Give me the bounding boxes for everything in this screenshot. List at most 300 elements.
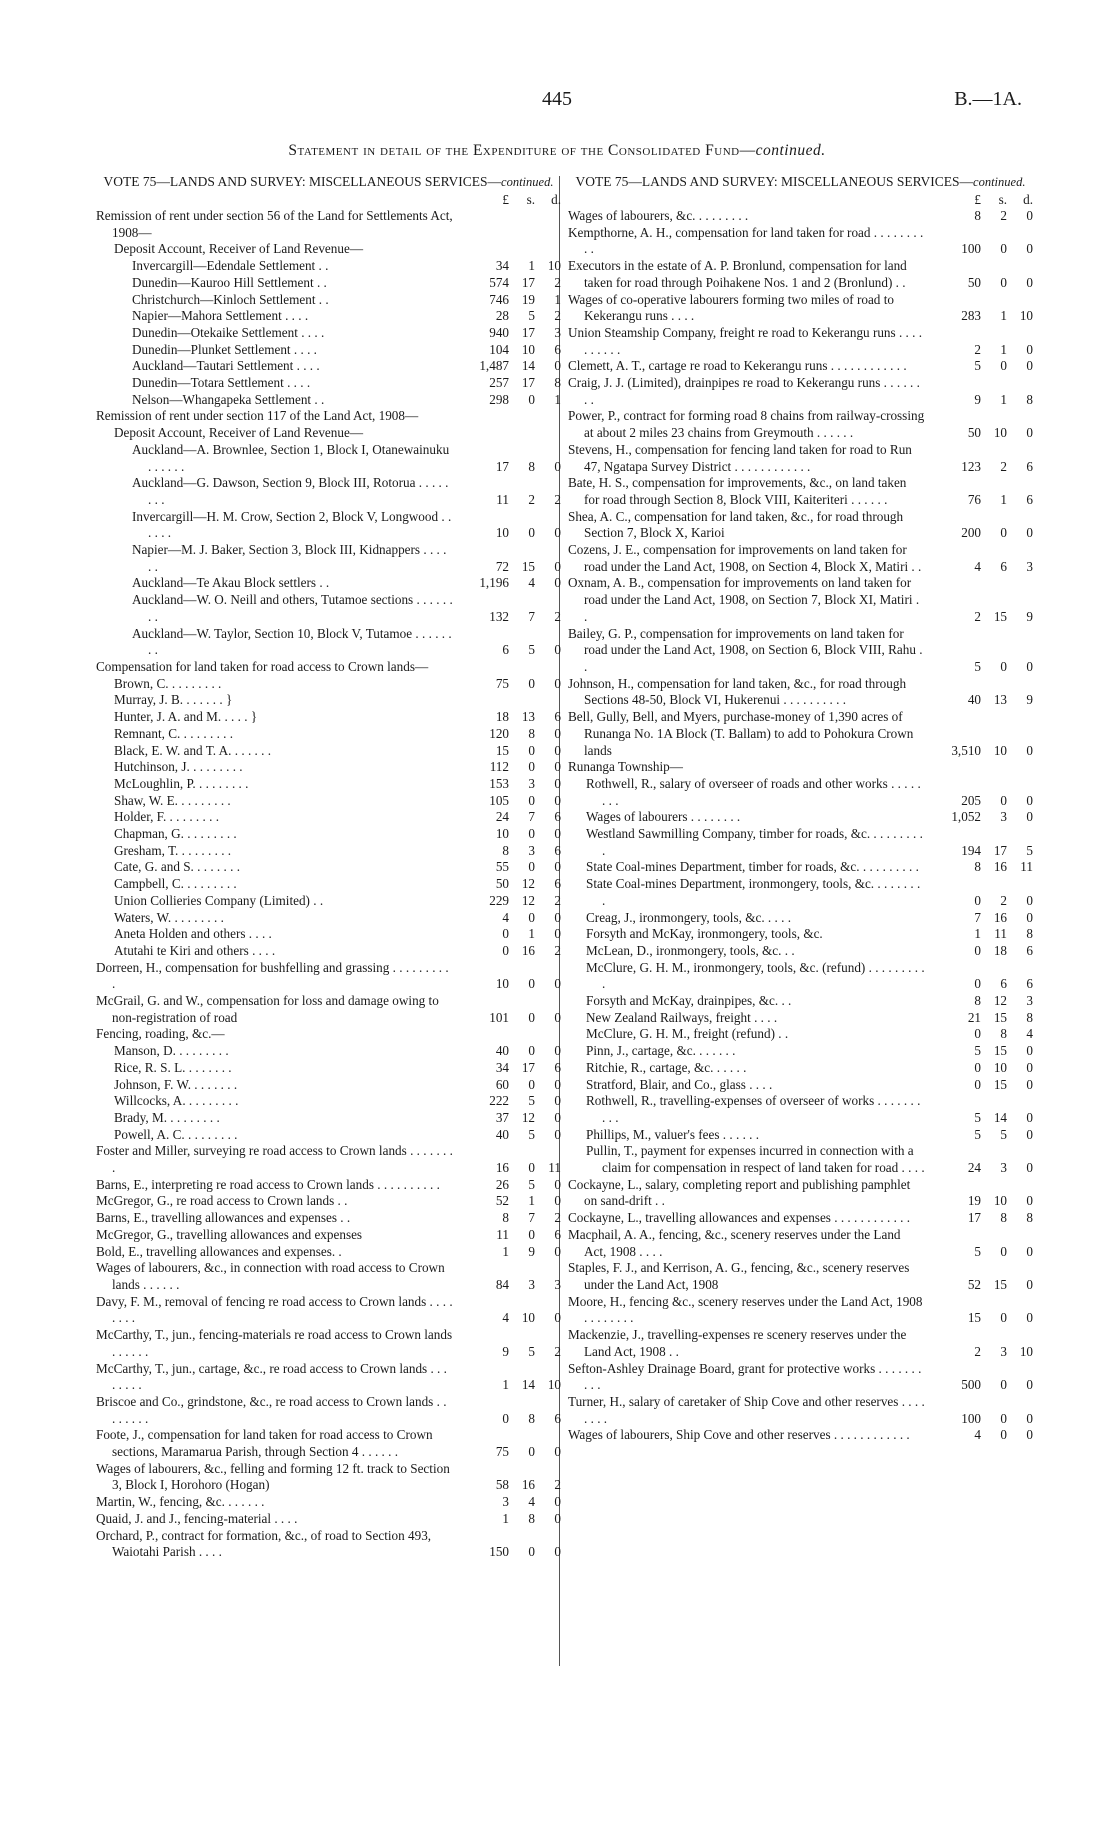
entry-description: Rothwell, R., travelling-expenses of overseer of works . . . . . . . . . .: [586, 1093, 921, 1125]
entry-description: Johnson, F. W. . . . . . . .: [114, 1076, 238, 1092]
amount-pounds: 5: [974, 658, 981, 674]
entry-description: Staples, F. J., and Kerrison, A. G., fencing, &c., scenery reserves under the Land Act, 1908: [568, 1260, 910, 1292]
entry-amount: [459, 726, 561, 743]
amount-shillings: 3: [1000, 809, 1007, 825]
entry-amount: [931, 208, 1033, 225]
amount-shillings: 0: [528, 391, 535, 407]
expenditure-row: [568, 542, 1033, 575]
entry-amount: [459, 1377, 561, 1394]
amount-pence: 0: [554, 926, 561, 942]
amount-pence: 0: [1026, 525, 1033, 541]
entry-amount: [459, 342, 561, 359]
amount-shillings: 0: [1000, 1427, 1007, 1443]
entry-amount: [931, 793, 1033, 810]
entry-description: Quaid, J. and J., fencing-material . . . .: [96, 1510, 298, 1526]
amount-shillings: 0: [1000, 658, 1007, 674]
entry-description: Auckland—A. Brownlee, Section 1, Block I, Otanewainuku . . . . . .: [132, 441, 450, 474]
expenditure-row: [96, 993, 561, 1026]
amount-pence: 0: [1026, 1059, 1033, 1075]
expenditure-row: [96, 1294, 561, 1327]
amount-shillings: 3: [1000, 1343, 1007, 1359]
entry-description: Auckland—Te Akau Block settlers . .: [132, 575, 330, 591]
amount-pounds: 75: [495, 675, 509, 691]
expenditure-row: [96, 726, 561, 743]
amount-pence: 6: [1026, 491, 1033, 507]
amount-shillings: 5: [528, 1126, 535, 1142]
amount-pounds: 37: [495, 1109, 509, 1125]
entry-amount: [931, 392, 1033, 409]
amount-pence: 6: [554, 709, 561, 725]
amount-pence: 8: [554, 375, 561, 391]
expenditure-row: [96, 1026, 561, 1043]
amount-shillings: 5: [1000, 1126, 1007, 1142]
expenditure-row: [96, 1461, 561, 1494]
amount-pence: 0: [554, 775, 561, 791]
expenditure-row: [96, 1361, 561, 1394]
amount-pounds: 17: [495, 458, 509, 474]
amount-shillings: 3: [528, 775, 535, 791]
entry-description: Rothwell, R., salary of overseer of roads and other works . . . . . . . .: [586, 775, 921, 808]
amount-pence: 0: [554, 1510, 561, 1526]
expenditure-row: [96, 1227, 561, 1244]
amount-pence: 0: [1026, 892, 1033, 908]
amount-pence: 0: [1026, 1310, 1033, 1326]
amount-pence: 8: [1026, 1009, 1033, 1025]
entry-description: Wages of co-operative labourers forming two miles of road to Kekerangu runs . . . .: [568, 291, 894, 324]
amount-shillings: 14: [521, 358, 535, 374]
entry-amount: [459, 709, 561, 726]
amount-pence: 0: [554, 642, 561, 658]
expenditure-row: [96, 1394, 561, 1427]
amount-pence: 3: [1026, 558, 1033, 574]
entry-amount: [931, 1127, 1033, 1144]
amount-shillings: 0: [528, 525, 535, 541]
expenditure-row: [568, 292, 1033, 325]
amount-shillings: 6: [1000, 558, 1007, 574]
amount-pence: 0: [554, 558, 561, 574]
left-column-heading: [96, 174, 561, 190]
amount-pence: 10: [1019, 308, 1033, 324]
entry-description: Stevens, H., compensation for fencing land taken for road to Run 47, Ngatapa Survey District . . . . . . . . . . . .: [568, 441, 912, 474]
expenditure-row: [568, 626, 1033, 676]
amount-pence: 0: [1026, 274, 1033, 290]
expenditure-row: [96, 292, 561, 309]
expenditure-row: [96, 926, 561, 943]
amount-pounds: 1: [974, 926, 981, 942]
entry-amount: [931, 859, 1033, 876]
entry-description: Aneta Holden and others . . . .: [114, 926, 272, 942]
expenditure-row: [568, 442, 1033, 475]
entry-amount: [459, 325, 561, 342]
amount-pence: 2: [554, 1210, 561, 1226]
entry-description: Dunedin—Kauroo Hill Settlement . .: [132, 274, 327, 290]
amount-shillings: 14: [993, 1109, 1007, 1125]
amount-shillings: 10: [993, 1193, 1007, 1209]
entry-description: Waters, W. . . . . . . . .: [114, 909, 224, 925]
amount-pounds: 1: [502, 1243, 509, 1259]
entry-description: Moore, H., fencing &c., scenery reserves under the Land Act, 1908 . . . . . . . .: [568, 1293, 923, 1326]
entry-description: Nelson—Whangapeka Settlement . .: [132, 391, 325, 407]
page-number: 445: [542, 88, 572, 110]
amount-shillings: 2: [528, 491, 535, 507]
amount-shillings: 15: [521, 558, 535, 574]
entry-amount: [931, 1244, 1033, 1261]
entry-description: Holder, F. . . . . . . . .: [114, 809, 220, 825]
amount-shillings: 4: [528, 575, 535, 591]
expenditure-row: [568, 910, 1033, 927]
expenditure-row: [96, 208, 561, 241]
entry-amount: [931, 910, 1033, 927]
amount-pence: 6: [554, 842, 561, 858]
amount-pence: 6: [554, 341, 561, 357]
amount-pence: 6: [1026, 942, 1033, 958]
entry-amount: [931, 358, 1033, 375]
amount-pence: 0: [554, 792, 561, 808]
entry-description: Cockayne, L., salary, completing report and publishing pamphlet on sand-drift . .: [568, 1176, 911, 1209]
entry-description: Deposit Account, Receiver of Land Revenue—: [114, 241, 364, 257]
amount-shillings: 3: [528, 842, 535, 858]
entry-description: Wages of labourers, &c., in connection with road access to Crown lands . . . . . .: [96, 1260, 445, 1292]
amount-pence: 2: [554, 1343, 561, 1359]
entry-amount: [931, 1411, 1033, 1428]
entry-amount: [459, 575, 561, 592]
entry-description: McGrail, G. and W., compensation for loss and damage owing to non-registration of road: [96, 993, 439, 1025]
entry-amount: [931, 1310, 1033, 1327]
amount-pounds: 0: [974, 976, 981, 992]
amount-shillings: 0: [528, 675, 535, 691]
amount-shillings: 0: [1000, 274, 1007, 290]
amount-pence: 0: [554, 909, 561, 925]
entry-description: Cockayne, L., travelling allowances and expenses . . . . . . . . . . . .: [568, 1210, 911, 1226]
expenditure-row: [96, 692, 561, 709]
right-entries: [568, 208, 1033, 1444]
entry-description: Deposit Account, Receiver of Land Revenue—: [114, 425, 364, 441]
amount-shillings: 17: [521, 274, 535, 290]
amount-pounds: 5: [974, 1043, 981, 1059]
amount-pounds: 6: [502, 642, 509, 658]
amount-shillings: 0: [528, 1009, 535, 1025]
amount-shillings: 12: [521, 1109, 535, 1125]
entry-description: Oxnam, A. B., compensation for improvements on land taken for road under the Land Act, 1908, on Section 7, Block XI, Matiri . .: [568, 575, 920, 624]
entry-description: Orchard, P., contract for formation, &c., of road to Section 493, Waiotahi Parish . . . .: [96, 1527, 432, 1560]
expenditure-row: [96, 1511, 561, 1528]
entry-description: Wages of labourers . . . . . . . .: [586, 809, 741, 825]
amount-pence: 0: [554, 826, 561, 842]
amount-pounds: 0: [502, 926, 509, 942]
amount-shillings: 0: [1000, 1243, 1007, 1259]
amount-pounds: 50: [967, 274, 981, 290]
amount-pence: 6: [1026, 976, 1033, 992]
amount-pence: 9: [1026, 692, 1033, 708]
expenditure-row: [96, 743, 561, 760]
expenditure-row: [96, 375, 561, 392]
entry-description: Chapman, G. . . . . . . . .: [114, 826, 237, 842]
entry-description: Dunedin—Otekaike Settlement . . . .: [132, 324, 325, 340]
amount-pounds: 2: [974, 341, 981, 357]
amount-pence: 2: [554, 308, 561, 324]
amount-pence: 1: [554, 291, 561, 307]
entry-description: Pinn, J., cartage, &c. . . . . . .: [586, 1043, 736, 1059]
amount-pounds: 1,487: [479, 358, 509, 374]
expenditure-row: [96, 1244, 561, 1261]
amount-pounds: 100: [961, 241, 981, 257]
expenditure-row: [96, 960, 561, 993]
expenditure-row: [568, 208, 1033, 225]
amount-pounds: 0: [502, 942, 509, 958]
amount-shillings: 12: [521, 876, 535, 892]
amount-pence: 3: [554, 324, 561, 340]
amount-pounds: 283: [961, 308, 981, 324]
shillings-header: s.: [526, 192, 535, 207]
amount-pence: 0: [554, 859, 561, 875]
amount-shillings: 5: [528, 1176, 535, 1192]
amount-pence: 0: [1026, 658, 1033, 674]
expenditure-row: [568, 1294, 1033, 1327]
amount-pounds: 55: [495, 859, 509, 875]
entry-amount: [931, 1077, 1033, 1094]
amount-pounds: 17: [967, 1210, 981, 1226]
amount-pounds: 18: [495, 709, 509, 725]
entry-description: Barns, E., travelling allowances and expenses . .: [96, 1210, 351, 1226]
pounds-header: £: [502, 192, 509, 207]
amount-shillings: 16: [993, 859, 1007, 875]
entry-description: Rice, R. S. L. . . . . . . .: [114, 1059, 232, 1075]
expenditure-row: [96, 676, 561, 693]
expenditure-row: [568, 676, 1033, 709]
amount-pence: 0: [554, 525, 561, 541]
amount-pounds: 34: [495, 258, 509, 274]
expenditure-row: [96, 575, 561, 592]
entry-description: Auckland—Tautari Settlement . . . .: [132, 358, 320, 374]
entry-amount: [931, 692, 1033, 709]
entry-amount: [459, 926, 561, 943]
amount-pence: 0: [554, 1043, 561, 1059]
amount-pence: 2: [554, 491, 561, 507]
entry-amount: [459, 843, 561, 860]
amount-pounds: 11: [496, 491, 509, 507]
expenditure-row: [568, 258, 1033, 291]
expenditure-row: [96, 776, 561, 793]
entry-amount: [459, 292, 561, 309]
amount-pounds: 298: [489, 391, 509, 407]
expenditure-row: [568, 325, 1033, 358]
expenditure-row: [96, 893, 561, 910]
entry-amount: [931, 425, 1033, 442]
entry-amount: [459, 1310, 561, 1327]
amount-pounds: 10: [495, 976, 509, 992]
entry-amount: [459, 1494, 561, 1511]
entry-description: Foote, J., compensation for land taken for road access to Crown sections, Maramarua Parish, through Section 4 . . . . . .: [96, 1427, 433, 1460]
entry-description: McClure, G. H. M., ironmongery, tools, &c. (refund) . . . . . . . . . .: [586, 959, 925, 992]
entry-amount: [459, 358, 561, 375]
entry-amount: [459, 1511, 561, 1528]
entry-description: Remission of rent under section 117 of the Land Act, 1908—: [96, 408, 419, 424]
expenditure-row: [96, 826, 561, 843]
amount-pounds: 8: [974, 993, 981, 1009]
amount-pence: 0: [1026, 358, 1033, 374]
amount-pence: 2: [554, 274, 561, 290]
amount-pounds: 112: [489, 759, 509, 775]
entry-description: McCarthy, T., jun., fencing-materials re road access to Crown lands . . . . . .: [96, 1327, 453, 1359]
entry-description: Phillips, M., valuer's fees . . . . . .: [586, 1126, 760, 1142]
entry-amount: [459, 943, 561, 960]
amount-pounds: 40: [495, 1043, 509, 1059]
entry-amount: [459, 258, 561, 275]
amount-pounds: 0: [502, 1410, 509, 1426]
amount-pence: 4: [1026, 1026, 1033, 1042]
left-money-header: [96, 192, 561, 208]
expenditure-row: [568, 1093, 1033, 1126]
amount-pence: 0: [554, 675, 561, 691]
amount-pounds: 1,052: [951, 809, 981, 825]
entry-description: Kempthorne, A. H., compensation for land taken for road . . . . . . . . . .: [568, 224, 924, 257]
entry-description: McGregor, G., re road access to Crown lands . .: [96, 1193, 348, 1209]
statement-title: [0, 142, 1114, 160]
expenditure-row: [568, 1043, 1033, 1060]
expenditure-row: [96, 1177, 561, 1194]
amount-pounds: 0: [974, 942, 981, 958]
entry-description: Stratford, Blair, and Co., glass . . . .: [586, 1076, 773, 1092]
amount-pounds: 4: [502, 1310, 509, 1326]
entry-description: Mackenzie, J., travelling-expenses re scenery reserves under the Land Act, 1908 . .: [568, 1327, 907, 1359]
entry-amount: [459, 976, 561, 993]
entry-amount: [459, 1227, 561, 1244]
amount-pence: 0: [554, 358, 561, 374]
entry-amount: [459, 609, 561, 626]
amount-pounds: 100: [961, 1410, 981, 1426]
amount-shillings: 0: [1000, 1310, 1007, 1326]
amount-shillings: 3: [528, 1277, 535, 1292]
amount-shillings: 10: [521, 1310, 535, 1326]
entry-description: Cate, G. and S. . . . . . . .: [114, 859, 241, 875]
expenditure-row: [568, 1010, 1033, 1027]
entry-amount: [459, 1093, 561, 1110]
entry-description: Executors in the estate of A. P. Bronlund, compensation for land taken for road through Poihakene Nos. 1 and 2 (Bronlund) . .: [568, 258, 907, 290]
entry-amount: [931, 525, 1033, 542]
entry-amount: [459, 1043, 561, 1060]
entry-amount: [459, 392, 561, 409]
expenditure-row: [96, 943, 561, 960]
entry-description: Auckland—W. Taylor, Section 10, Block V, Tutamoe . . . . . . . .: [132, 625, 452, 658]
expenditure-row: [568, 1026, 1033, 1043]
entry-description: Pullin, T., payment for expenses incurred in connection with a claim for compensation in respect of land taken for road . . . .: [586, 1143, 925, 1176]
expenditure-row: [96, 1427, 561, 1460]
entry-amount: [931, 308, 1033, 325]
expenditure-row: [568, 575, 1033, 625]
entry-description: McLean, D., ironmongery, tools, &c. . .: [586, 942, 795, 958]
expenditure-row: [96, 358, 561, 375]
expenditure-row: [96, 592, 561, 625]
entry-description: Cozens, J. E., compensation for improvements on land taken for road under the Land Act, 1908, on Section 4, Block X, Matiri . .: [568, 542, 922, 574]
amount-shillings: 8: [528, 1410, 535, 1426]
entry-amount: [931, 943, 1033, 960]
amount-shillings: 0: [528, 976, 535, 992]
amount-shillings: 7: [528, 608, 535, 624]
amount-pounds: 132: [489, 608, 509, 624]
entry-amount: [931, 559, 1033, 576]
entry-amount: [459, 1077, 561, 1094]
amount-shillings: 8: [528, 1510, 535, 1526]
expenditure-row: [568, 358, 1033, 375]
amount-pounds: 24: [967, 1160, 981, 1176]
expenditure-row: [568, 960, 1033, 993]
amount-shillings: 13: [521, 709, 535, 725]
entry-description: State Coal-mines Department, timber for roads, &c. . . . . . . . . .: [586, 859, 919, 875]
entry-amount: [931, 1010, 1033, 1027]
amount-shillings: 0: [1000, 241, 1007, 257]
expenditure-row: [568, 876, 1033, 909]
entry-amount: [931, 926, 1033, 943]
expenditure-row: [96, 475, 561, 508]
entry-amount: [459, 1160, 561, 1177]
entry-description: Dunedin—Plunket Settlement . . . .: [132, 341, 317, 357]
amount-pence: 10: [547, 1377, 561, 1393]
expenditure-row: [96, 392, 561, 409]
amount-pounds: 0: [974, 892, 981, 908]
entry-description: Shaw, W. E. . . . . . . . .: [114, 792, 231, 808]
entry-description: Craig, J. J. (Limited), drainpipes re road to Kekerangu runs . . . . . . . .: [568, 375, 920, 407]
amount-pounds: 21: [967, 1009, 981, 1025]
entry-description: Union Collieries Company (Limited) . .: [114, 892, 324, 908]
amount-pounds: 1: [502, 1510, 509, 1526]
entry-description: Forsyth and McKay, drainpipes, &c. . .: [586, 993, 792, 1009]
entry-amount: [459, 492, 561, 509]
amount-shillings: 4: [528, 1494, 535, 1510]
amount-pounds: 24: [495, 809, 509, 825]
amount-pounds: 8: [974, 859, 981, 875]
entry-description: Clemett, A. T., cartage re road to Kekerangu runs . . . . . . . . . . . .: [568, 358, 907, 374]
entry-amount: [459, 1210, 561, 1227]
expenditure-row: [96, 1127, 561, 1144]
expenditure-row: [568, 993, 1033, 1010]
expenditure-row: [96, 275, 561, 292]
entry-description: Fencing, roading, &c.—: [96, 1026, 225, 1042]
document-reference: B.—1A.: [954, 88, 1022, 110]
amount-pence: 0: [554, 1193, 561, 1209]
entry-description: McLoughlin, P. . . . . . . . .: [114, 775, 249, 791]
entry-description: Murray, J. B. . . . . . . }: [114, 692, 233, 708]
expenditure-row: [568, 1077, 1033, 1094]
entry-amount: [931, 609, 1033, 626]
amount-shillings: 10: [993, 425, 1007, 441]
expenditure-row: [568, 408, 1033, 441]
entry-amount: [459, 1244, 561, 1261]
amount-pence: 0: [554, 759, 561, 775]
amount-pence: 0: [554, 458, 561, 474]
amount-shillings: 1: [528, 1193, 535, 1209]
amount-shillings: 0: [528, 1043, 535, 1059]
entry-description: Auckland—W. O. Neill and others, Tutamoe sections . . . . . . . .: [132, 592, 453, 624]
amount-pence: 0: [554, 742, 561, 758]
entry-description: McClure, G. H. M., freight (refund) . .: [586, 1026, 789, 1042]
entry-description: Bate, H. S., compensation for improvements, &c., on land taken for road through Section 8, Block VIII, Kaiteriteri . . . . . .: [568, 475, 907, 507]
expenditure-row: [568, 509, 1033, 542]
amount-pence: 0: [1026, 208, 1033, 223]
amount-shillings: 7: [528, 1210, 535, 1226]
expenditure-row: [96, 542, 561, 575]
amount-pence: 0: [1026, 1410, 1033, 1426]
entry-amount: [931, 743, 1033, 760]
amount-pounds: 3,510: [951, 742, 981, 758]
pence-header: d.: [551, 192, 561, 207]
amount-pence: 0: [554, 1093, 561, 1109]
amount-pounds: 11: [496, 1226, 509, 1242]
entry-amount: [459, 525, 561, 542]
amount-shillings: 1: [1000, 308, 1007, 324]
amount-pounds: 8: [502, 1210, 509, 1226]
amount-pence: 0: [554, 1176, 561, 1192]
expenditure-row: [568, 1227, 1033, 1260]
